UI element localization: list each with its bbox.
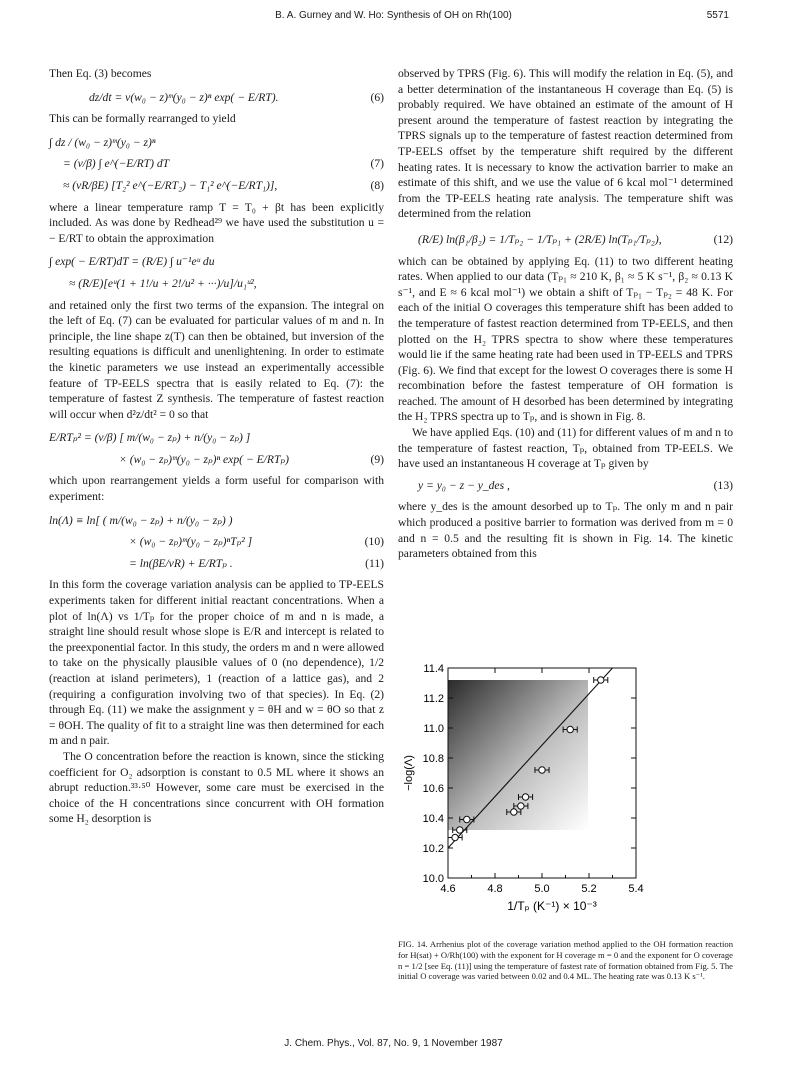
paragraph: This can be formally rearranged to yield [49,112,236,126]
y-tick-label: 10.2 [422,843,444,855]
figure-14 [398,660,733,935]
y-tick-label: 10.4 [422,813,444,825]
paragraph: which upon rearrangement yields a form useful for comparison with experiment: [49,474,384,504]
equation-12: (R/E) ln(β₁/β₂) = 1/Tₚ₂ − 1/Tₚ₁ + (2R/E) ln(Tₚ₁/Tₚ₂), (12) [418,232,733,246]
data-point [511,809,517,815]
equation-10: × (w₀ − zₚ)ᵐ(y₀ − zₚ)ⁿTₚ² ] (10) [129,535,384,549]
y-tick-label: 11.0 [423,723,444,735]
data-point [518,803,524,809]
running-title: B. A. Gurney and W. Ho: Synthesis of OH on Rh(100) [275,10,512,21]
right-column [398,66,733,562]
paragraph: where a linear temperature ramp T = T₀ + βt has been explicitly included. As was done by Redhead²⁹ we have used the substitution u = − E/RT to obtain the approximation [49,200,384,245]
x-tick-label: 4.6 [440,883,456,895]
equation-9-a: E/RTₚ² = (ν/β) [ m/(w₀ − zₚ) + n/(y₀ − zₚ) ] [49,431,251,445]
y-tick-label: 11.2 [423,693,444,705]
x-axis-label: 1/Tₚ (K⁻¹) × 10⁻³ [507,899,597,913]
arrhenius-plot [398,660,733,935]
data-point [522,794,528,800]
x-tick-label: 5.4 [628,883,644,895]
equation-11: = ln(βE/νR) + E/RTₚ . (11) [129,556,384,570]
left-column [49,66,384,827]
data-point [457,827,463,833]
figure-caption: FIG. 14. Arrhenius plot of the coverage variation method applied to the OH formation reaction for H(sat) + O/Rh(100) with the exponent for H coverage m = 0 and the exponent for O coverage n = 1/2 [see Eq. (11)] using the temperature of fastest rate of formation obtained from Fig. 5. The initial O coverage was varied between 0.02 and 0.4 ML. The heating rate was 0.13 K s⁻¹. [398,939,733,982]
running-header [0,6,787,26]
data-point [464,816,470,822]
data-point [539,767,545,773]
paragraph: We have applied Eqs. (10) and (11) for different values of m and n to the temperature of fastest reaction, Tₚ, obtained from TP-EELS. We have used an instantaneous H coverage at Tₚ given by [398,426,733,471]
paragraph: observed by TPRS (Fig. 6). This will modify the relation in Eq. (5), and a better determination of the instantaneous H coverage than Eq. (5) is probably required. We have obtained an estimate of the amount of H present around the temperature of fastest reaction by integrating the TPRS signals up to the temperature of fastest reaction determined from TP-EELS offset by the temperature shift required by the different heating rates. It is necessary to know the activation barrier to make an estimate of this shift, and we use the value of 6 kcal mol⁻¹ determined from the TP-EELS heating rate analysis. The temperature shift was determined from the relation [398,67,733,221]
journal-footer: J. Chem. Phys., Vol. 87, No. 9, 1 November 1987 [284,1038,503,1049]
x-tick-label: 4.8 [487,883,503,895]
equation-13: y = y₀ − z − y_des , (13) [418,478,733,492]
y-tick-label: 11.4 [423,663,444,675]
paragraph: where y_des is the amount desorbed up to Tₚ. The only m and n pair which produced a positive barrier to formation was derived from m = 0 and n = 0.5 and the resulting fit is shown in Fig. 14. The kinetic parameters obtained from this [398,500,733,561]
data-point [452,834,458,840]
x-tick-label: 5.2 [581,883,597,895]
equation-approx-1: ∫ exp( − E/RT)dT = (R/E) ∫ u⁻¹eᵘ du [49,255,215,269]
y-tick-label: 10.6 [422,783,444,795]
y-tick-label: 10.0 [422,873,444,885]
data-point [598,677,604,683]
paragraph: In this form the coverage variation analysis can be applied to TP-EELS experiments taken for different initial reactant concentrations. When a plot of ln(Λ) vs 1/Tₚ for the proper choice of m and n is made, a straight line should result whose slope is E/R and intercept is related to the preexponential factor. In this study, the orders m and n were allowed to take on the physically plausible values of 0 (no dependence), 1/2 (reaction at island perimeters), 1 (reaction of a lattice gas), and 2 (requiring a configuration involving two of that species). In Eq. (2) through Eq. (11) we make the assignment y = θH and w = θO so that z = θOH. The quality of fit to a straight line was then determined for each m and n pair. [49,578,384,748]
paragraph: Then Eq. (3) becomes [49,67,152,80]
equation-7-integral: ∫ dz / (w₀ − z)ᵐ(y₀ − z)ⁿ [49,135,156,149]
paragraph: which can be obtained by applying Eq. (11) to two different heating rates. When applied to our data (Tₚ₁ ≈ 210 K, β₁ ≈ 5 K s⁻¹, β₂ ≈ 0.13 K s⁻¹, and E ≈ 6 kcal mol⁻¹) we obtain a shift of Tₚ₁ − Tₚ₂ = 48 K. For each of the initial O coverages this temperature shift has been added to the temperature of fastest reaction determined from TP-EELS, and then plotted on the H₂ TPRS spectra to show where these temperatures would lie if the same heating rate had been used in TP-EELS and TPRS (Fig. 6). We find that except for the lowest O coverages there is some H recombination before the fastest temperature of OH formation is reached. The amount of H desorbed has been determined by integrating the H₂ TPRS spectra up to Tₚ, and is shown in Fig. 8. [398,254,733,424]
paragraph: and retained only the first two terms of the expansion. The integral on the left of Eq. (7) can be evaluated for particular values of m and n. In principle, the line shape z(T) can then be obtained, but inversion of the resulting equations is difficult and unenlightening. In order to estimate the kinetic parameters we use instead an experimentally accessible feature of TP-EELS spectra that is easily related to Eq. (7): the temperature of fastest Z synthesis. The temperature of fastest reaction will occur when d²z/dt² = 0 so that [49,298,384,421]
x-tick-label: 5.0 [534,883,550,895]
equation-8: ≈ (νR/βE) [T₂² e^(−E/RT₂) − T₁² e^(−E/RT₁)], (8) [63,178,384,192]
data-point [567,726,573,732]
equation-7: = (ν/β) ∫ e^(−E/RT) dT (7) [63,157,384,171]
equation-6: dz/dt = ν(w₀ − z)ᵐ(y₀ − z)ⁿ exp( − E/RT). (6) [89,90,384,104]
y-axis-label: −log(Λ) [403,755,415,791]
equation-9: × (w₀ − zₚ)ᵐ(y₀ − zₚ)ⁿ exp( − E/RTₚ) (9) [119,452,384,466]
equation-10-a: ln(Λ) ≡ ln[ ( m/(w₀ − zₚ) + n/(y₀ − zₚ) ) [49,513,233,527]
paragraph: The O concentration before the reaction is known, since the sticking coefficient for O₂ adsorption is constant to 0.5 ML where it shows an abrupt reduction.³³·⁵⁰ However, some care must be exercised in the choice of the H concentrations since concurrent with OH formation some H₂ desorption is [49,749,384,826]
y-tick-label: 10.8 [422,753,444,765]
page-number: 5571 [706,10,729,21]
equation-approx-2: ≈ (R/E)[eᵘ(1 + 1!/u + 2!/u² + ···)/u]/u₁ᵘ², [69,276,257,290]
